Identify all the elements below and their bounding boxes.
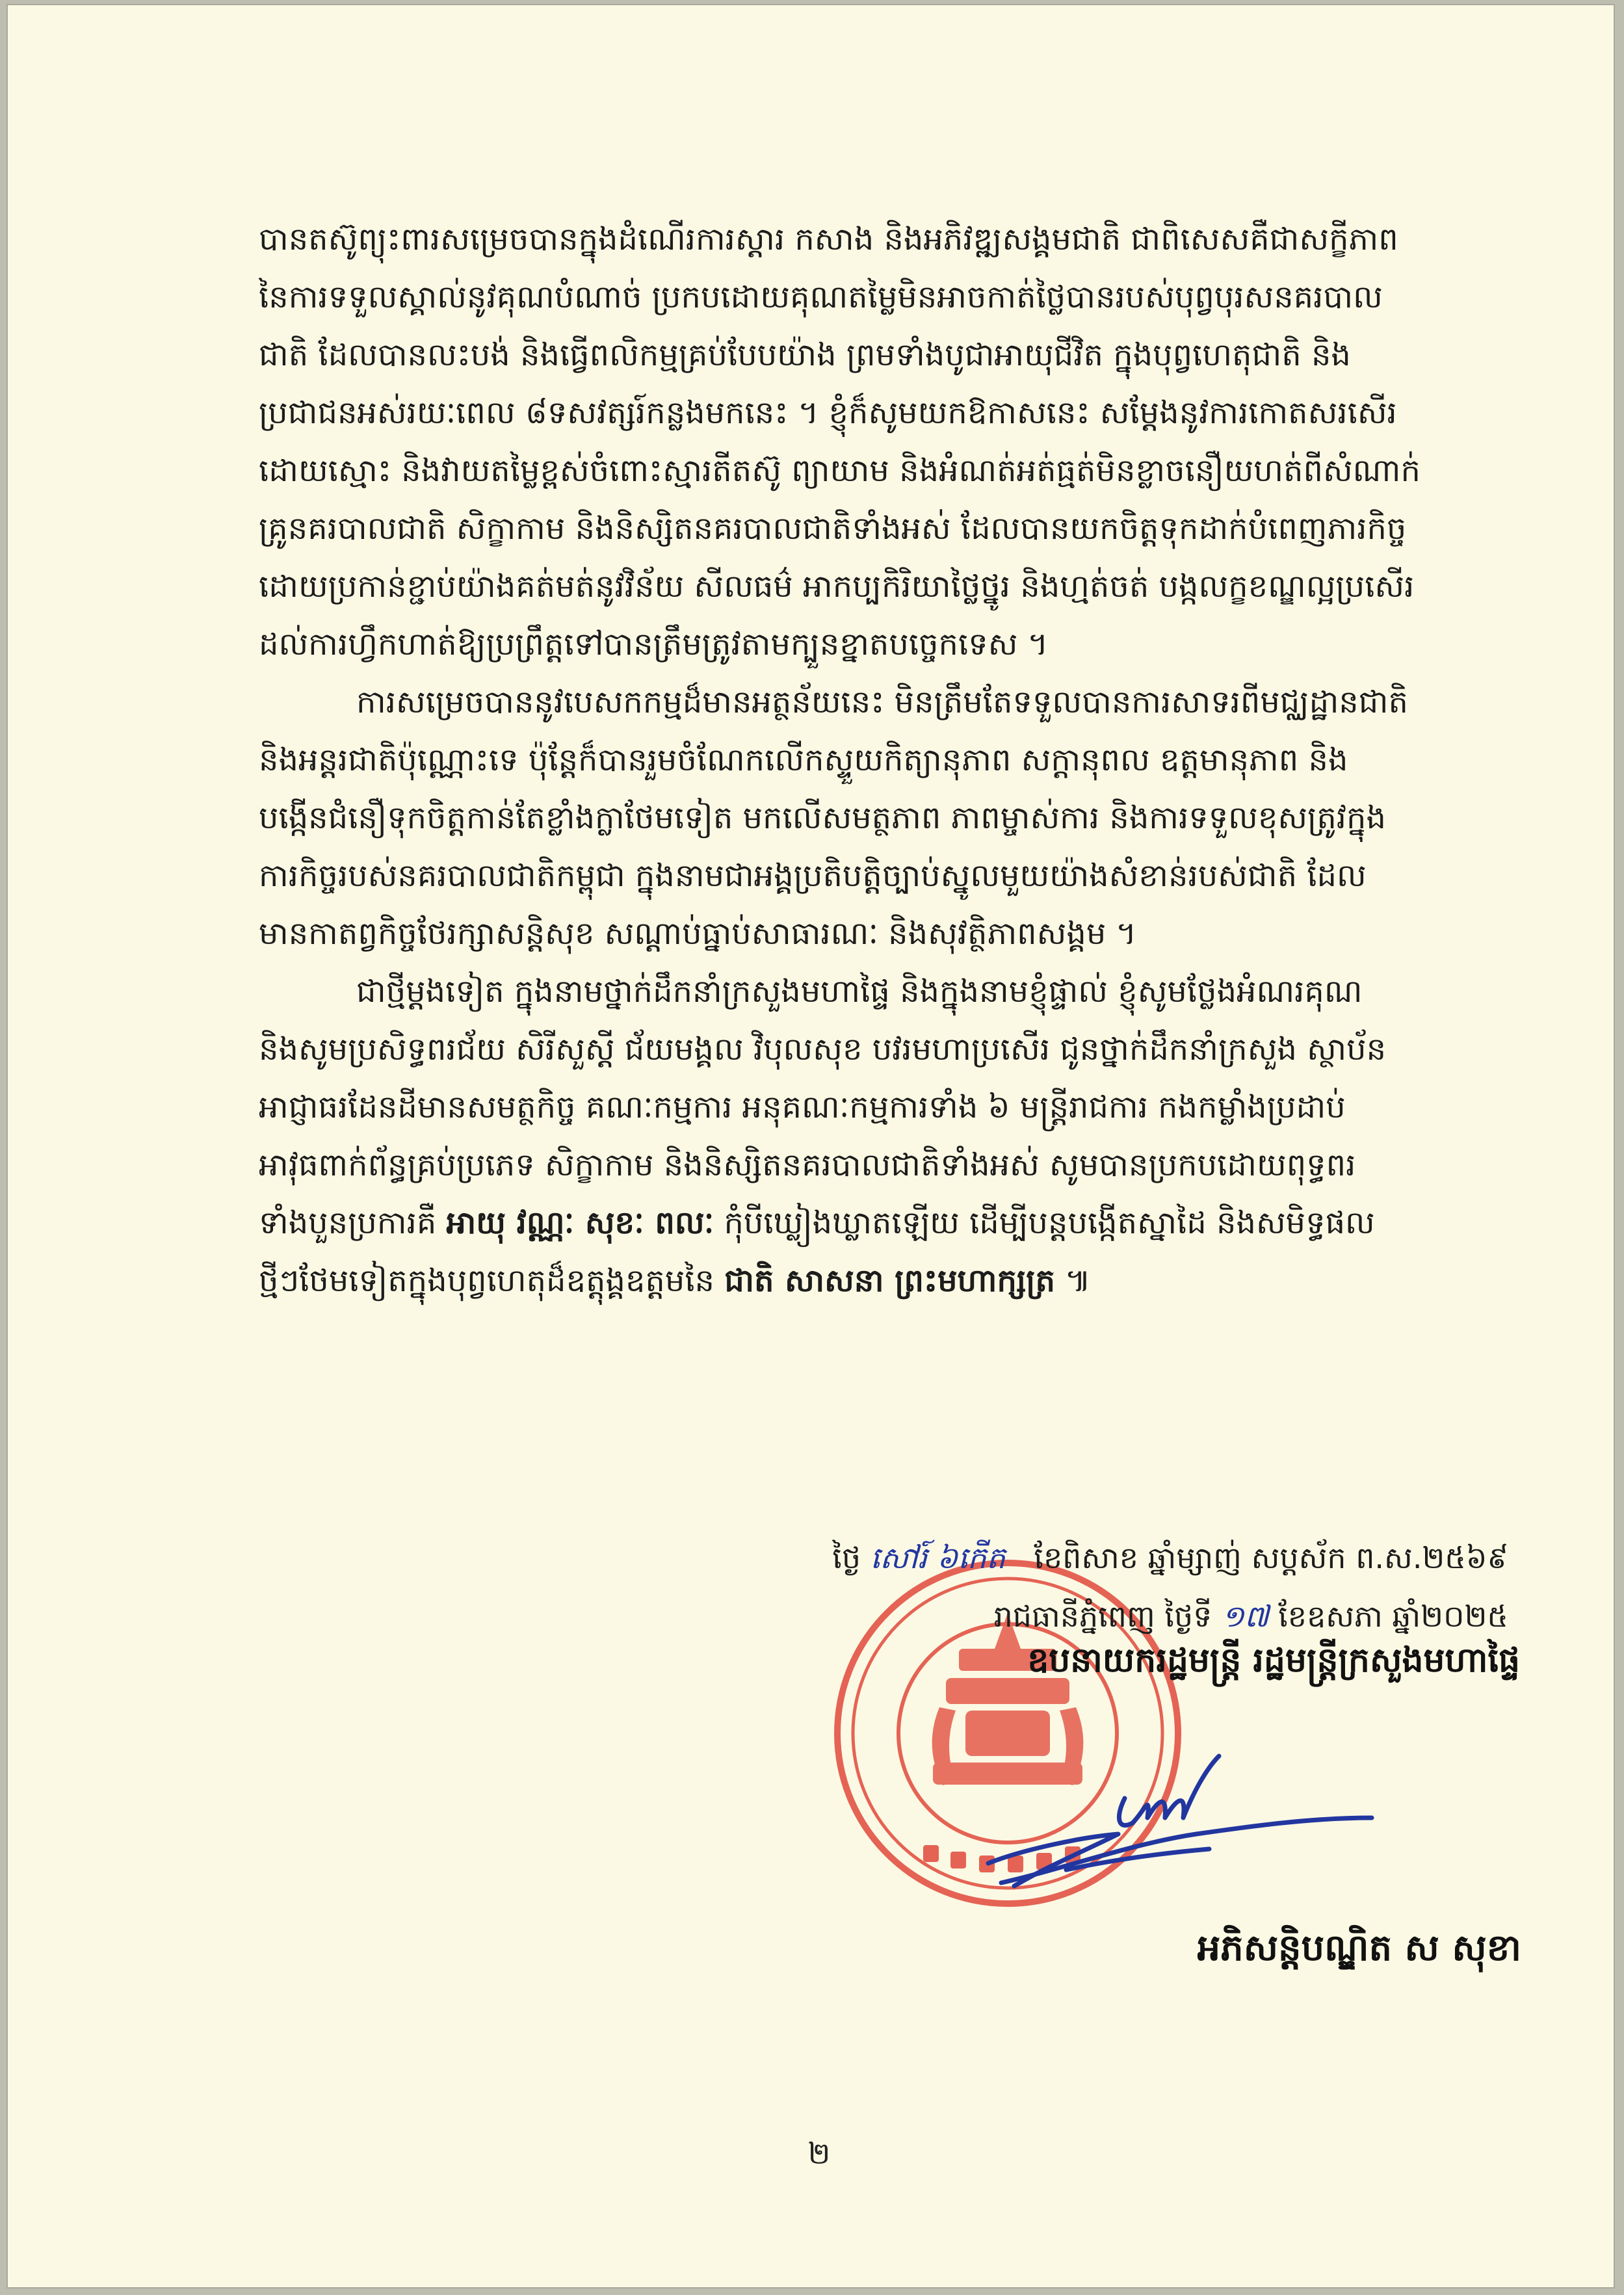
paragraph-2 [259, 674, 1512, 963]
solar-date-text: ខែឧសភា ឆ្នាំ២០២៥ [1278, 1599, 1508, 1634]
paragraph-line: ដល់ការហ្វឹកហាត់ឱ្យប្រព្រឹត្តទៅបានត្រឹមត្រូវតាមក្បួនខ្នាតបច្ចេកទេស ។ [259, 626, 1049, 662]
lunar-date-text: ខែពិសាខ ឆ្នាំម្សាញ់ សប្តស័ក ព.ស.២៥៦៩ [1034, 1540, 1508, 1575]
paragraph-line: និងសូមប្រសិទ្ធពរជ័យ សិរីសួស្តី ជ័យមង្គល វិបុលសុខ បវរមហាប្រសើរ ជូនថ្នាក់ដឹកនាំក្រសួង ស្ថាប័ន [259, 1031, 1387, 1068]
paragraph-line: និងអន្តរជាតិប៉ុណ្ណោះទេ ប៉ុន្តែក៏បានរួមចំណែកលើកស្ទួយកិត្យានុភាព សក្តានុពល ឧត្តមានុភាព និង [259, 742, 1348, 778]
lunar-date-prefix: ថ្ងៃ [832, 1540, 861, 1575]
paragraph-line: នៃការទទួលស្គាល់នូវគុណបំណាច់ ប្រកបដោយគុណតម្លៃមិនអាចកាត់ថ្លៃបានរបស់បុព្វបុរសនគរបាល [259, 279, 1383, 315]
page-number: ២ [807, 2136, 831, 2171]
paragraph-line: គ្រូនគរបាលជាតិ សិក្ខាកាម និងនិស្សិតនគរបាលជាតិទាំងអស់ ដែលបានយកចិត្តទុកដាក់បំពេញភារកិច្ច [259, 510, 1407, 547]
paragraph-line: មានកាតព្វកិច្ចថែរក្សាសន្តិសុខ សណ្តាប់ធ្នាប់សាធារណៈ និងសុវត្ថិភាពសង្គម ។ [259, 915, 1137, 952]
paragraph-line [259, 1252, 1512, 1310]
paragraph-line: ប្រជាជនអស់រយៈពេល ៨ទសវត្សរ៍កន្លងមកនេះ ។ ខ្ញុំក៏សូមយកឱកាសនេះ សម្តែងនូវការកោតសរសើរ [259, 395, 1397, 431]
paragraph-line: ដោយប្រកាន់ខ្ជាប់យ៉ាងគត់មត់នូវវិន័យ សីលធម៌ អាកប្បកិរិយាថ្លៃថ្នូរ និងហ្មត់ចត់ បង្កលក្ខខណ្ឌល្អប្រសើរ [259, 568, 1415, 605]
lunar-date [696, 1528, 1508, 1587]
line-text: កុំបីឃ្លៀងឃ្លាតឡើយ ដើម្បីបន្តបង្កើតស្នាដៃ និងសមិទ្ធផល [714, 1205, 1375, 1241]
paragraph-1 [259, 211, 1512, 674]
paragraph-line: ជាតិ ដែលបានលះបង់ និងធ្វើពលិកម្មគ្រប់បែបយ៉ាង ព្រមទាំងបូជាអាយុជីវិត ក្នុងបុព្វហេតុជាតិ និង [259, 337, 1351, 373]
paragraph-line: អាជ្ញាធរដែនដីមានសមត្ថកិច្ច គណៈកម្មការ អនុគណៈកម្មការទាំង ៦ មន្ត្រីរាជការ កងកម្លាំងប្រដាប់ [259, 1089, 1346, 1125]
handwritten-lunar-day: សៅរ៍ ៦កើត [870, 1540, 1006, 1575]
date-block [696, 1528, 1508, 1646]
letter-page [7, 4, 1615, 2288]
line-text: ថ្មីៗថែមទៀតក្នុងបុព្វហេតុដ៏ឧត្តុង្គឧត្តមនៃ [259, 1263, 725, 1299]
paragraph-line: អាវុធពាក់ព័ន្ធគ្រប់ប្រភេទ សិក្ខាកាម និងនិស្សិតនគរបាលជាតិទាំងអស់ សូមបានប្រកបដោយពុទ្ធពរ [259, 1147, 1356, 1183]
solar-date [696, 1587, 1508, 1646]
solar-date-prefix: រាជធានីភ្នំពេញ ថ្ងៃទី [993, 1599, 1212, 1634]
national-motto: ជាតិ សាសនា ព្រះមហាក្សត្រ [724, 1263, 1056, 1299]
line-text: ទាំងបួនប្រការគឺ [259, 1205, 447, 1241]
handwritten-solar-day: ១៧ [1222, 1599, 1269, 1634]
blessing-words: អាយុ វណ្ណៈ សុខៈ ពលៈ [446, 1205, 714, 1241]
paragraph-line: ដោយស្មោះ និងវាយតម្លៃខ្ពស់ចំពោះស្មារតីតស៊ូ ព្យាយាម និងអំណត់អត់ធ្មត់មិនខ្លាចនឿយហត់ពីសំណាក់ [259, 452, 1421, 489]
paragraph-line [259, 1194, 1512, 1252]
paragraph-line: បានតស៊ូព្យុះពារសម្រេចបានក្នុងដំណើរការស្តារ កសាង និងអភិវឌ្ឍសង្គមជាតិ ជាពិសេសគឺជាសក្ខីភាព [259, 221, 1398, 257]
handwritten-signature [962, 1720, 1385, 1915]
paragraph-line: បង្កើនជំនឿទុកចិត្តកាន់តែខ្លាំងក្លាថែមទៀត មកលើសមត្ថភាព ភាពម្ចាស់ការ និងការទទួលខុសត្រូវក្នុង [259, 800, 1386, 836]
paragraph-line: ការកិច្ចរបស់នគរបាលជាតិកម្ពុជា ក្នុងនាមជាអង្គប្រតិបត្តិច្បាប់ស្នូលមួយយ៉ាងសំខាន់របស់ជាតិ ដែល [259, 858, 1367, 894]
signatory-name: អភិសន្តិបណ្ឌិត ស សុខា [1197, 1927, 1521, 1969]
paragraph-3 [259, 963, 1512, 1310]
paragraph-line: ការសម្រេចបាននូវបេសកកម្មដ៏មានអត្ថន័យនេះ មិនត្រឹមតែទទួលបានការសាទរពីមជ្ឈដ្ឋានជាតិ [356, 684, 1408, 720]
signatory-title: ឧបនាយករដ្ឋមន្ត្រី រដ្ឋមន្ត្រីក្រសួងមហាផ្ទៃ [1027, 1641, 1520, 1680]
paragraph-line: ជាថ្មីម្តងទៀត ក្នុងនាមថ្នាក់ដឹកនាំក្រសួងមហាផ្ទៃ និងក្នុងនាមខ្ញុំផ្ទាល់ ខ្ញុំសូមថ្លែងអំណរគុណ [356, 973, 1363, 1010]
line-text: ៕ [1055, 1263, 1092, 1299]
letter-body [259, 211, 1512, 1310]
